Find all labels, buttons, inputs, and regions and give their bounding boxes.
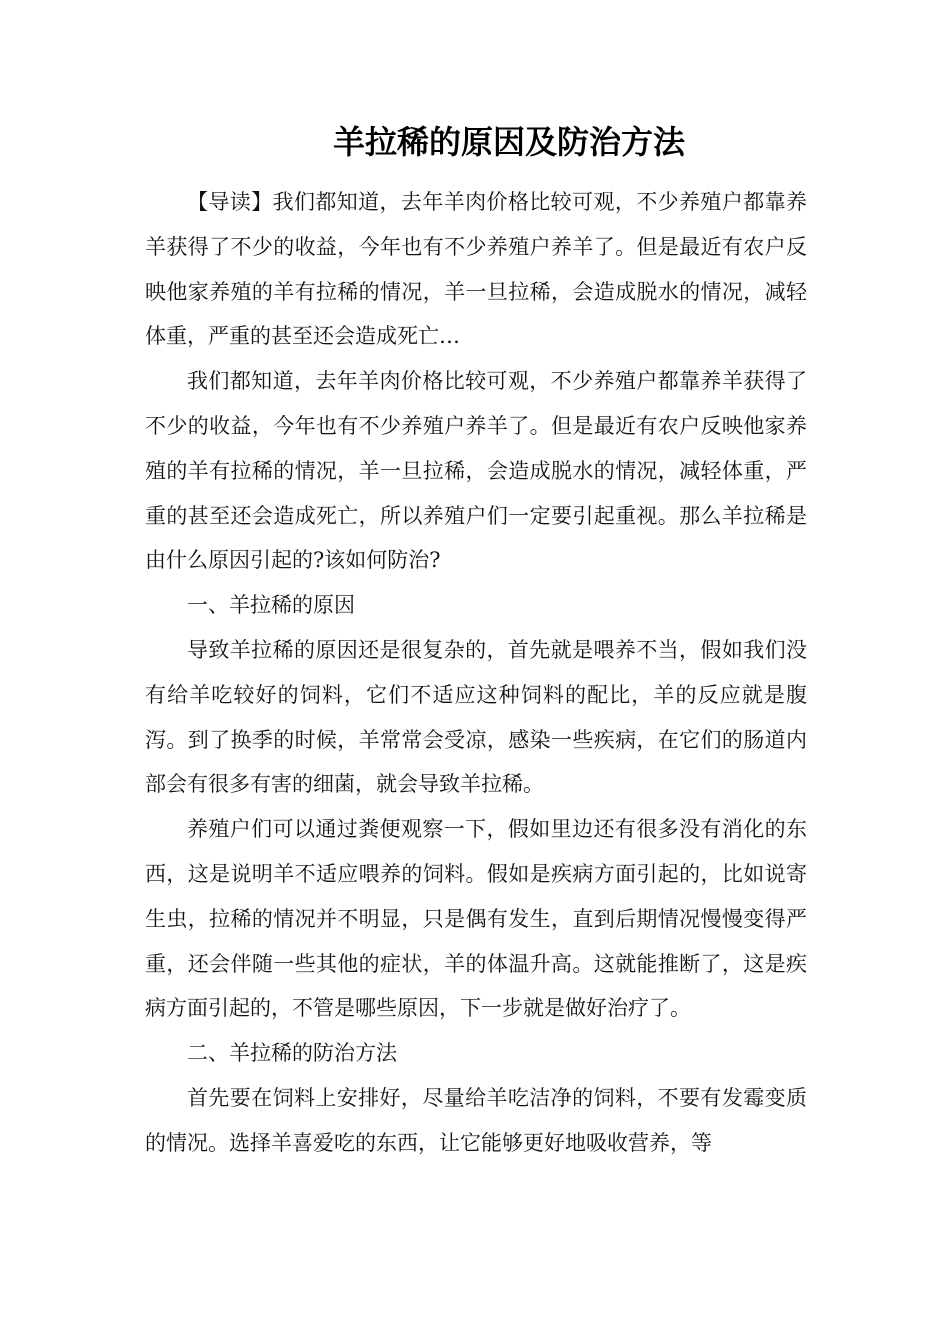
document-body — [145, 180, 807, 1166]
body-paragraph: 养殖户们可以通过粪便观察一下，假如里边还有很多没有消化的东西，这是说明羊不适应喂养的饲料。假如是疾病方面引起的，比如说寄生虫，拉稀的情况并不明显，只是偶有发生，直到后期情况慢慢变得严重，还会伴随一些其他的症状，羊的体温升高。这就能推断了，这是疾病方面引起的，不管是哪些原因，下一步就是做好治疗了。 — [145, 817, 807, 1021]
section-heading-prevention: 二、羊拉稀的防治方法 — [187, 1041, 397, 1066]
document-title: 羊拉稀的原因及防治方法 — [332, 123, 685, 161]
body-paragraph: 我们都知道，去年羊肉价格比较可观，不少养殖户都靠养羊获得了不少的收益，今年也有不少养殖户养羊了。但是最近有农户反映他家养殖的羊有拉稀的情况，羊一旦拉稀，会造成脱水的情况，减轻体重，严重的甚至还会造成死亡，所以养殖户们一定要引起重视。那么羊拉稀是由什么原因引起的?该如何防治? — [145, 369, 807, 573]
section-heading-causes: 一、羊拉稀的原因 — [187, 593, 355, 618]
body-paragraph: 首先要在饲料上安排好，尽量给羊吃洁净的饲料，不要有发霉变质的情况。选择羊喜爱吃的东西，让它能够更好地吸收营养，等 — [145, 1085, 807, 1155]
body-paragraph: 导致羊拉稀的原因还是很复杂的，首先就是喂养不当，假如我们没有给羊吃较好的饲料，它们不适应这种饲料的配比，羊的反应就是腹泻。到了换季的时候，羊常常会受凉，感染一些疾病，在它们的肠道内部会有很多有害的细菌，就会导致羊拉稀。 — [145, 637, 807, 797]
intro-paragraph: 【导读】我们都知道，去年羊肉价格比较可观，不少养殖户都靠养羊获得了不少的收益，今年也有不少养殖户养羊了。但是最近有农户反映他家养殖的羊有拉稀的情况，羊一旦拉稀，会造成脱水的情况，减轻体重，严重的甚至还会造成死亡… — [145, 190, 807, 349]
